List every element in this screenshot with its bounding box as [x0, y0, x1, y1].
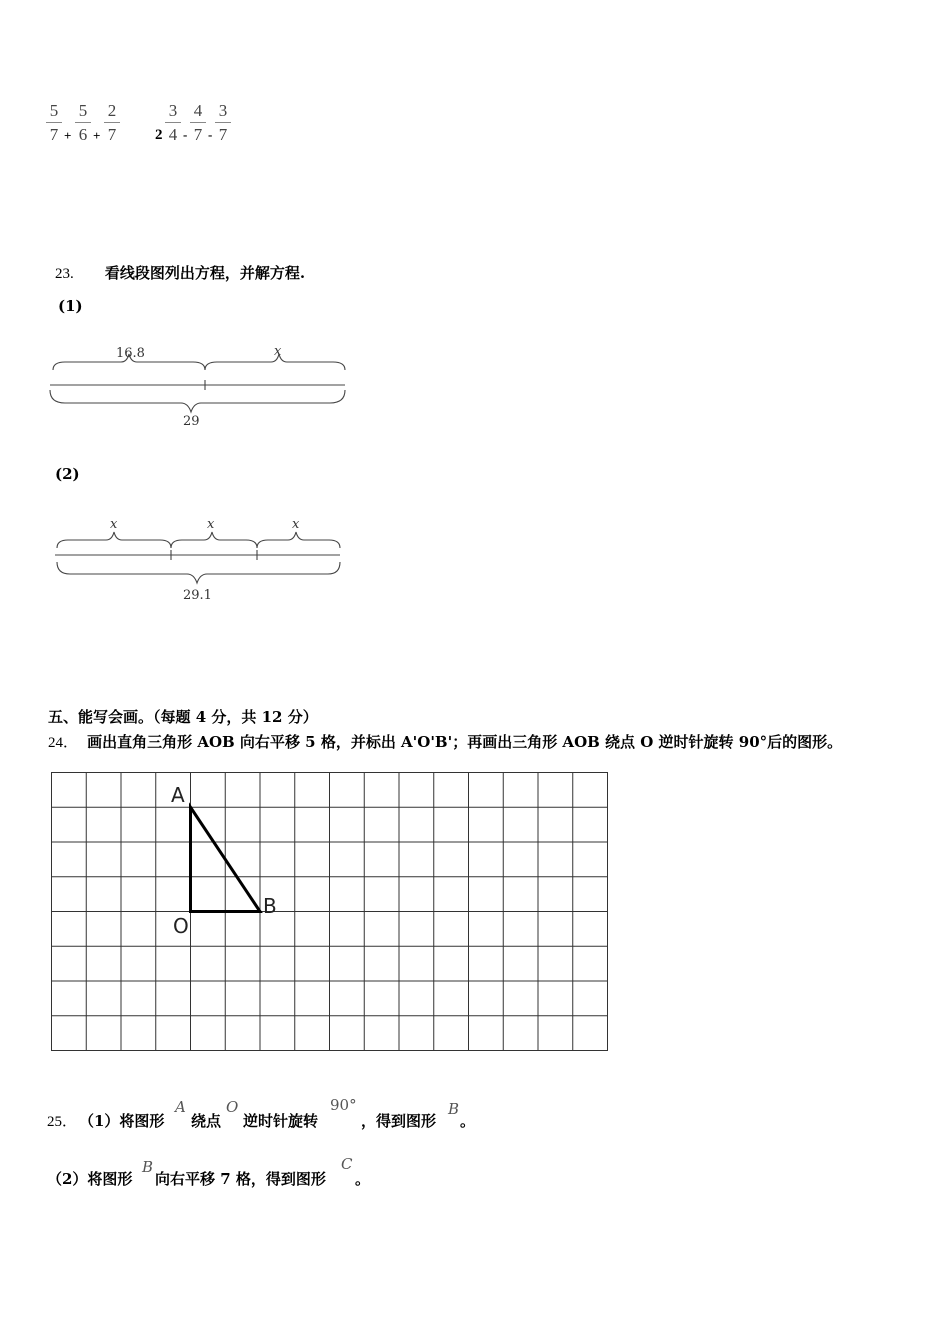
math-symbol-a: A [175, 1098, 186, 1116]
text-segment: 向右平移 7 格，得到图形 [155, 1170, 326, 1188]
text-segment: 绕点 [191, 1112, 222, 1130]
vertex-label-o: O [173, 914, 189, 938]
question-24 [48, 731, 842, 752]
vertex-label-a: A [171, 783, 185, 807]
fraction: $\frac{3}{4}$ [165, 102, 181, 143]
segment-label: x [292, 517, 300, 532]
fraction-expression-2 [155, 102, 245, 152]
question-text: 画出直角三角形 AOB 向右平移 5 格，并标出 A'O'B'；再画出三角形 AOB 绕点 O 逆时针旋转 90°后的图形。 [87, 733, 843, 751]
question-number: 24． [48, 735, 79, 751]
question-text: 看线段图列出方程，并解方程. [104, 264, 306, 282]
text-segment: ，得到图形 [361, 1112, 437, 1130]
plus-operator: + [93, 128, 101, 143]
segment-diagram-1 [45, 340, 355, 435]
brace-top-3 [257, 532, 340, 548]
text-segment: （2）将图形 [47, 1170, 133, 1188]
math-symbol-b: B [448, 1100, 460, 1118]
segment-total: 29 [183, 414, 200, 429]
minus-operator: - [208, 127, 213, 142]
fraction: $\frac{4}{7}$ [190, 102, 206, 143]
part-label: (1) [58, 297, 83, 315]
vertex-label-b: B [263, 894, 277, 918]
drawing-grid [50, 771, 612, 1055]
fraction-expression-1 [46, 102, 126, 152]
question-number: 25． [47, 1114, 78, 1130]
minus-operator: - [183, 127, 188, 142]
part-label: (2) [55, 465, 80, 483]
fraction: $\frac{3}{7}$ [215, 102, 231, 143]
text-segment: （1）将图形 [79, 1112, 165, 1130]
fraction: $\frac{5}{6}$ [75, 102, 91, 143]
segment-label: x [274, 344, 282, 359]
text-segment: 。 [460, 1112, 476, 1130]
section-heading: 五、能写会画。（每题 4 分，共 12 分） [48, 708, 318, 726]
math-symbol-o: O [226, 1098, 239, 1116]
segment-label: 16.8 [116, 346, 145, 361]
math-symbol-b: B [142, 1158, 154, 1176]
question-number: 23. [55, 266, 74, 282]
question-23 [55, 262, 305, 283]
brace-bottom [57, 562, 340, 583]
segment-label: x [110, 517, 118, 532]
fraction: $\frac{5}{7}$ [46, 102, 62, 143]
question-25-part-1 [47, 1096, 647, 1140]
plus-operator: + [64, 128, 72, 143]
fraction: $\frac{2}{7}$ [104, 102, 120, 143]
segment-label: x [207, 517, 215, 532]
segment-total: 29.1 [183, 588, 212, 603]
text-segment: 。 [355, 1170, 371, 1188]
brace-top-2 [171, 532, 257, 548]
math-symbol-c: C [341, 1155, 353, 1173]
brace-top-1 [57, 532, 171, 548]
math-symbol-90: 90° [330, 1096, 357, 1114]
whole-number: 2 [155, 127, 163, 143]
text-segment: 逆时针旋转 [243, 1112, 319, 1130]
brace-bottom [50, 390, 345, 412]
question-25-part-2 [47, 1155, 647, 1198]
